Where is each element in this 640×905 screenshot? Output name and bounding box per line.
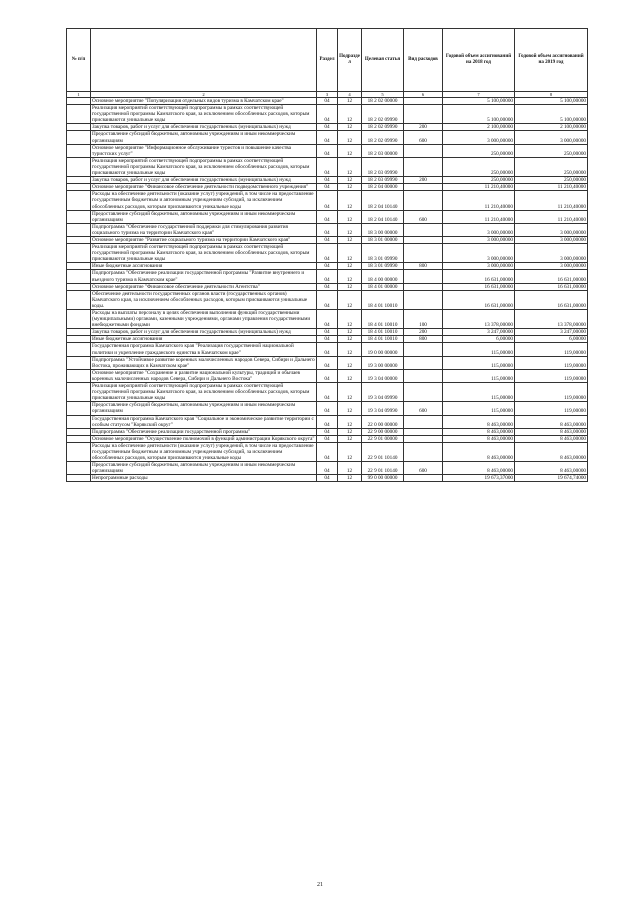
amount-2018-cell: 115,00000 bbox=[443, 369, 515, 382]
num-cell bbox=[67, 263, 91, 270]
table-row bbox=[67, 244, 588, 263]
name-cell: Подпрограмма "Устойчивое развитие коренных малочисленных народов Севера, Сибири и Дальнего Востока, проживающих в Камчатском крае" bbox=[92, 356, 315, 369]
name-cell: Подпрограмма "Обеспечение государственной поддержки для стимулирования развития социального туризма на территории Камчатского края" bbox=[91, 223, 317, 236]
target-cell: 19 3 00 00000 bbox=[362, 356, 404, 369]
target-cell: 18 3 00 00000 bbox=[362, 223, 404, 236]
amount-2018-cell: 16 631,00000 bbox=[443, 283, 515, 290]
section-cell: 04 bbox=[317, 290, 338, 309]
amount-2019-cell: 8 463,00000 bbox=[515, 428, 588, 435]
table-row bbox=[67, 144, 588, 157]
subsection-cell: 12 bbox=[338, 270, 362, 283]
table-row bbox=[67, 336, 588, 343]
amount-2018-cell: 5 100,00000 bbox=[443, 98, 515, 105]
section-cell: 04 bbox=[317, 356, 338, 369]
amount-2018-cell: 8 463,00000 bbox=[443, 428, 515, 435]
target-cell: 99 0 00 00000 bbox=[362, 475, 404, 482]
num-cell bbox=[67, 144, 91, 157]
target-cell: 18 4 01 10010 bbox=[362, 310, 404, 329]
amount-2019-cell: 6,00000 bbox=[515, 336, 588, 343]
section-cell: 04 bbox=[317, 310, 338, 329]
index-cell: 2 bbox=[91, 92, 317, 98]
expense-type-cell bbox=[404, 270, 443, 283]
expense-type-cell bbox=[404, 356, 443, 369]
subsection-cell: 12 bbox=[338, 428, 362, 435]
table-row bbox=[67, 428, 588, 435]
index-cell: 7 bbox=[443, 92, 515, 98]
num-cell bbox=[67, 270, 91, 283]
num-cell bbox=[67, 210, 91, 223]
amount-2019-cell: 3 000,00000 bbox=[515, 131, 588, 144]
index-cell: 4 bbox=[338, 92, 362, 98]
subsection-cell: 12 bbox=[338, 336, 362, 343]
name-cell: Государственная программа Камчатского края "Социальное и экономическое развитие территории с особым статусом "Корякский округ" bbox=[91, 415, 317, 428]
amount-2018-cell: 250,00000 bbox=[443, 144, 515, 157]
expense-type-cell bbox=[404, 98, 443, 105]
num-cell bbox=[67, 105, 91, 124]
amount-2019-cell: 119,00000 bbox=[515, 369, 588, 382]
name-cell: Закупка товаров, работ и услуг для обеспечения государственных (муниципальных) нужд bbox=[91, 329, 317, 336]
table-row bbox=[67, 131, 588, 144]
amount-2019-cell: 8 463,00000 bbox=[515, 435, 588, 442]
subsection-cell: 12 bbox=[338, 124, 362, 131]
amount-2018-cell: 115,00000 bbox=[443, 343, 515, 356]
subsection-cell: 12 bbox=[338, 462, 362, 475]
amount-2018-cell: 3 000,00000 bbox=[443, 223, 515, 236]
amount-2019-cell: 8 463,00000 bbox=[515, 462, 588, 475]
expense-type-cell bbox=[404, 157, 443, 176]
expense-type-cell bbox=[404, 369, 443, 382]
expense-type-cell bbox=[404, 435, 443, 442]
name-cell: Непрограммные расходы bbox=[91, 475, 317, 482]
amount-2018-cell: 16 631,00000 bbox=[443, 270, 515, 283]
name-cell: Основное мероприятие "Осуществление полномочий в функций администрации Корякского округа" bbox=[92, 435, 315, 442]
target-cell: 18 3 01 09990 bbox=[362, 263, 404, 270]
amount-2018-cell: 8 463,00000 bbox=[443, 442, 515, 461]
expense-type-cell bbox=[404, 475, 443, 482]
amount-2019-cell: 119,00000 bbox=[515, 383, 588, 402]
subsection-cell: 12 bbox=[338, 105, 362, 124]
name-cell: Предоставление субсидий бюджетным, автономным учреждениям и иным некоммерческим организациям bbox=[91, 402, 317, 415]
target-cell: 22 0 00 00000 bbox=[362, 415, 404, 428]
target-cell: 18 4 01 10010 bbox=[362, 329, 404, 336]
expense-type-cell: 200 bbox=[404, 329, 443, 336]
expense-type-cell: 100 bbox=[404, 310, 443, 329]
name-cell: Основное мероприятие "Развитие социального туризма на территории Камчатского края" bbox=[91, 236, 317, 243]
table-row bbox=[67, 310, 588, 329]
amount-2018-cell: 115,00000 bbox=[443, 383, 515, 402]
num-cell bbox=[67, 329, 91, 336]
expense-type-cell: 600 bbox=[404, 131, 443, 144]
table-row bbox=[67, 223, 588, 236]
num-cell bbox=[67, 124, 91, 131]
subsection-cell: 12 bbox=[338, 415, 362, 428]
expense-type-cell bbox=[404, 442, 443, 461]
section-cell: 04 bbox=[317, 191, 338, 210]
num-cell bbox=[67, 369, 91, 382]
amount-2019-cell: 250,00000 bbox=[515, 157, 588, 176]
section-cell: 04 bbox=[317, 442, 338, 461]
table-row bbox=[67, 343, 588, 356]
num-cell bbox=[67, 343, 91, 356]
expense-type-cell: 600 bbox=[404, 462, 443, 475]
amount-2019-cell: 11 210,40000 bbox=[515, 191, 588, 210]
subsection-cell: 12 bbox=[338, 356, 362, 369]
subsection-cell: 12 bbox=[338, 283, 362, 290]
name-cell: Подпрограмма "Обеспечение реализации государственной программы "Развитие внутреннего и въездного туризма в Камчатском крае" bbox=[91, 270, 317, 283]
section-cell: 04 bbox=[317, 98, 338, 105]
expense-type-cell: 600 bbox=[404, 402, 443, 415]
section-cell: 04 bbox=[317, 475, 338, 482]
num-cell bbox=[67, 356, 91, 369]
section-cell: 04 bbox=[317, 383, 338, 402]
index-cell: 8 bbox=[515, 92, 588, 98]
target-cell: 18 2 03 09990 bbox=[362, 157, 404, 176]
amount-2019-cell: 11 210,40000 bbox=[515, 210, 588, 223]
num-cell bbox=[67, 236, 91, 243]
header-subsection: Подраздел bbox=[338, 29, 362, 92]
expense-type-cell bbox=[404, 105, 443, 124]
target-cell: 18 4 01 10010 bbox=[362, 290, 404, 309]
table-row bbox=[67, 329, 588, 336]
table-row bbox=[67, 283, 588, 290]
expense-type-cell bbox=[404, 191, 443, 210]
subsection-cell: 12 bbox=[338, 157, 362, 176]
name-cell: Основное мероприятие "Сохранение и развитие национальной культуры, традиций и обычаев коренных малочисленных народов Севера, Сибири и Дальнего Востока" bbox=[91, 369, 317, 382]
budget-table bbox=[66, 28, 588, 482]
subsection-cell: 12 bbox=[338, 177, 362, 184]
name-cell: Основное мероприятие "Информационное обслуживание туристов и повышение качества туристских услуг" bbox=[91, 144, 317, 157]
index-cell: 5 bbox=[362, 92, 404, 98]
section-cell: 04 bbox=[317, 157, 338, 176]
target-cell: 18 3 01 00000 bbox=[362, 236, 404, 243]
header-num: № п/п bbox=[67, 29, 91, 92]
name-cell: Иные бюджетные ассигнования bbox=[91, 263, 317, 270]
amount-2019-cell: 13 378,00000 bbox=[515, 310, 588, 329]
amount-2019-cell: 16 631,00000 bbox=[515, 283, 588, 290]
amount-2018-cell: 5 100,00000 bbox=[443, 105, 515, 124]
header-row bbox=[67, 29, 588, 92]
amount-2018-cell: 11 210,40000 bbox=[443, 210, 515, 223]
expense-type-cell bbox=[404, 223, 443, 236]
table-row bbox=[67, 415, 588, 428]
header-expense-type: Вид расходов bbox=[404, 29, 443, 92]
amount-2019-cell: 8 463,00000 bbox=[515, 415, 588, 428]
section-cell: 04 bbox=[317, 177, 338, 184]
target-cell: 19 3 04 09990 bbox=[362, 383, 404, 402]
num-cell bbox=[67, 310, 91, 329]
amount-2018-cell: 6,00000 bbox=[443, 336, 515, 343]
target-cell: 18 2 02 09990 bbox=[362, 105, 404, 124]
subsection-cell: 12 bbox=[338, 310, 362, 329]
subsection-cell: 12 bbox=[338, 343, 362, 356]
table-row bbox=[67, 402, 588, 415]
subsection-cell: 12 bbox=[338, 369, 362, 382]
amount-2018-cell: 250,00000 bbox=[443, 177, 515, 184]
name-cell: Основное мероприятие "Финансовое обеспечение деятельности подведомственного учреждения" bbox=[91, 184, 317, 191]
amount-2018-cell: 8 463,00000 bbox=[443, 435, 515, 442]
subsection-cell: 12 bbox=[338, 236, 362, 243]
amount-2019-cell: 8 463,00000 bbox=[515, 442, 588, 461]
num-cell bbox=[67, 435, 91, 442]
target-cell: 18 3 01 09990 bbox=[362, 244, 404, 263]
amount-2018-cell: 11 210,40000 bbox=[443, 184, 515, 191]
section-cell: 04 bbox=[317, 210, 338, 223]
num-cell bbox=[67, 184, 91, 191]
amount-2018-cell: 3 000,00000 bbox=[443, 244, 515, 263]
expense-type-cell bbox=[404, 415, 443, 428]
table-row bbox=[67, 157, 588, 176]
target-cell: 18 4 00 00000 bbox=[362, 270, 404, 283]
target-cell: 22 9 01 00000 bbox=[362, 435, 404, 442]
amount-2019-cell: 119,00000 bbox=[515, 343, 588, 356]
num-cell bbox=[67, 442, 91, 461]
section-cell: 04 bbox=[317, 415, 338, 428]
section-cell: 04 bbox=[317, 270, 338, 283]
num-cell bbox=[67, 402, 91, 415]
expense-type-cell bbox=[404, 144, 443, 157]
header-2018: Годовой объем ассигнований на 2018 год bbox=[443, 29, 515, 92]
target-cell: 18 2 02 09990 bbox=[362, 131, 404, 144]
amount-2018-cell: 3 000,00000 bbox=[443, 236, 515, 243]
num-cell bbox=[67, 131, 91, 144]
expense-type-cell bbox=[404, 343, 443, 356]
expense-type-cell bbox=[404, 184, 443, 191]
num-cell bbox=[67, 336, 91, 343]
num-cell bbox=[67, 428, 91, 435]
table-row bbox=[67, 270, 588, 283]
section-cell: 04 bbox=[317, 236, 338, 243]
table-row bbox=[67, 177, 588, 184]
amount-2019-cell: 2 100,00000 bbox=[515, 124, 588, 131]
subsection-cell: 12 bbox=[338, 475, 362, 482]
subsection-cell: 12 bbox=[338, 402, 362, 415]
name-cell: Основное мероприятие "Популяризация отдельных видов туризма в Камчатском крае" bbox=[91, 98, 317, 105]
target-cell: 18 2 03 00000 bbox=[362, 144, 404, 157]
target-cell: 18 2 02 09990 bbox=[362, 124, 404, 131]
amount-2019-cell: 250,00000 bbox=[515, 177, 588, 184]
subsection-cell: 12 bbox=[338, 290, 362, 309]
expense-type-cell: 600 bbox=[404, 210, 443, 223]
name-cell: Реализация мероприятий соответствующей подпрограммы в рамках соответствующей государственной программы Камчатского края, за исключением обособленных расходов, которым присваиваются уникальные коды bbox=[91, 157, 317, 176]
section-cell: 04 bbox=[317, 343, 338, 356]
amount-2019-cell: 19 674,74000 bbox=[515, 475, 588, 482]
subsection-cell: 12 bbox=[338, 263, 362, 270]
amount-2019-cell: 3 000,00000 bbox=[515, 236, 588, 243]
table-body bbox=[67, 98, 588, 482]
amount-2018-cell: 115,00000 bbox=[443, 356, 515, 369]
amount-2019-cell: 119,00000 bbox=[515, 356, 588, 369]
section-cell: 04 bbox=[317, 369, 338, 382]
subsection-cell: 12 bbox=[338, 184, 362, 191]
amount-2018-cell: 8 463,00000 bbox=[443, 415, 515, 428]
table-row bbox=[67, 124, 588, 131]
table-row bbox=[67, 369, 588, 382]
amount-2018-cell: 19 673,37000 bbox=[443, 475, 515, 482]
table-row bbox=[67, 290, 588, 309]
subsection-cell: 12 bbox=[338, 98, 362, 105]
amount-2019-cell: 250,00000 bbox=[515, 144, 588, 157]
table-row bbox=[67, 191, 588, 210]
num-cell bbox=[67, 415, 91, 428]
num-cell bbox=[67, 290, 91, 309]
subsection-cell: 12 bbox=[338, 131, 362, 144]
num-cell bbox=[67, 383, 91, 402]
table-row bbox=[67, 462, 588, 475]
amount-2018-cell: 8 463,00000 bbox=[443, 462, 515, 475]
num-cell bbox=[67, 475, 91, 482]
expense-type-cell: 800 bbox=[404, 336, 443, 343]
table-row bbox=[67, 383, 588, 402]
num-cell bbox=[67, 244, 91, 263]
num-cell bbox=[67, 177, 91, 184]
amount-2018-cell: 3 247,00000 bbox=[443, 329, 515, 336]
table-row bbox=[67, 475, 588, 482]
name-cell: Реализация мероприятий соответствующей подпрограммы в рамках соответствующей государственной программы Камчатского края, за исключением обособленных расходов, которым присваиваются уникальные коды bbox=[91, 383, 317, 402]
name-cell: Основное мероприятие "Финансовое обеспечение деятельности Агентства" bbox=[91, 283, 317, 290]
amount-2019-cell: 16 631,00000 bbox=[515, 270, 588, 283]
header-2019: Годовой объем ассигнований на 2019 год bbox=[515, 29, 588, 92]
amount-2019-cell: 5 100,00000 bbox=[515, 105, 588, 124]
amount-2018-cell: 16 631,00000 bbox=[443, 290, 515, 309]
name-cell: Расходы на обеспечение деятельности (оказание услуг) учреждений, в том числе на предоставление государственным бюджетным и автономным учреждениям субсидий, за исключением обособленных расходов, которым присваиваются уникальные коды bbox=[91, 191, 317, 210]
section-cell: 04 bbox=[317, 263, 338, 270]
table-row bbox=[67, 435, 588, 442]
name-cell: Государственная программа Камчатского края "Реализация государственной национальной политики и укрепление гражданского единства в Камчатском крае" bbox=[91, 343, 317, 356]
subsection-cell: 12 bbox=[338, 210, 362, 223]
section-cell: 04 bbox=[317, 124, 338, 131]
name-cell: Закупка товаров, работ и услуг для обеспечения государственных (муниципальных) нужд bbox=[91, 124, 317, 131]
amount-2018-cell: 13 378,00000 bbox=[443, 310, 515, 329]
amount-2018-cell: 250,00000 bbox=[443, 157, 515, 176]
name-cell: Обеспечение деятельности государственных органов власти (государственных органов) Камчатского края, за исключением обособленных расходов, которым присваиваются уникальные коды. bbox=[91, 290, 317, 309]
name-cell: Иные бюджетные ассигнования bbox=[91, 336, 317, 343]
target-cell: 19 3 04 00000 bbox=[362, 369, 404, 382]
name-cell: Реализация мероприятий соответствующей подпрограммы в рамках соответствующей государственной программы Камчатского края, за исключением обособленных расходов, которым присваиваются уникальные коды bbox=[91, 105, 317, 124]
expense-type-cell bbox=[404, 290, 443, 309]
index-cell: 1 bbox=[67, 92, 91, 98]
num-cell bbox=[67, 157, 91, 176]
amount-2018-cell: 2 100,00000 bbox=[443, 124, 515, 131]
section-cell: 04 bbox=[317, 435, 338, 442]
subsection-cell: 12 bbox=[338, 223, 362, 236]
target-cell: 18 4 01 00000 bbox=[362, 283, 404, 290]
table-row bbox=[67, 442, 588, 461]
num-cell bbox=[67, 223, 91, 236]
amount-2019-cell: 119,00000 bbox=[515, 402, 588, 415]
table-row bbox=[67, 236, 588, 243]
index-cell: 6 bbox=[404, 92, 443, 98]
section-cell: 04 bbox=[317, 105, 338, 124]
target-cell: 19 0 00 00000 bbox=[362, 343, 404, 356]
amount-2019-cell: 3 247,00000 bbox=[515, 329, 588, 336]
name-cell: Реализация мероприятий соответствующей подпрограммы в рамках соответствующей государственной программы Камчатского края, за исключением обособленных расходов, которым присваиваются уникальные коды bbox=[91, 244, 317, 263]
target-cell: 18 2 03 09990 bbox=[362, 177, 404, 184]
target-cell: 19 3 04 09990 bbox=[362, 402, 404, 415]
expense-type-cell bbox=[404, 283, 443, 290]
num-cell bbox=[67, 462, 91, 475]
amount-2018-cell: 115,00000 bbox=[443, 402, 515, 415]
table-row bbox=[67, 98, 588, 105]
expense-type-cell: 200 bbox=[404, 124, 443, 131]
amount-2019-cell: 3 000,00000 bbox=[515, 263, 588, 270]
target-cell: 18 2 04 00000 bbox=[362, 184, 404, 191]
expense-type-cell bbox=[404, 383, 443, 402]
name-cell: Подпрограмма "Обеспечение реализации государственной программы" bbox=[91, 428, 317, 435]
section-cell: 04 bbox=[317, 144, 338, 157]
amount-2019-cell: 3 000,00000 bbox=[515, 244, 588, 263]
expense-type-cell bbox=[404, 428, 443, 435]
target-cell: 22 9 00 00000 bbox=[362, 428, 404, 435]
section-cell: 04 bbox=[317, 329, 338, 336]
subsection-cell: 12 bbox=[338, 191, 362, 210]
num-cell bbox=[67, 191, 91, 210]
expense-type-cell: 800 bbox=[404, 263, 443, 270]
target-cell: 18 2 04 10140 bbox=[362, 210, 404, 223]
name-cell: Предоставление субсидий бюджетным, автономным учреждениям и иным некоммерческим организациям bbox=[91, 131, 317, 144]
subsection-cell: 12 bbox=[338, 329, 362, 336]
header-target: Целевая статья bbox=[362, 29, 404, 92]
expense-type-cell bbox=[404, 244, 443, 263]
section-cell: 04 bbox=[317, 223, 338, 236]
section-cell: 04 bbox=[317, 462, 338, 475]
amount-2018-cell: 3 000,00000 bbox=[443, 131, 515, 144]
name-cell: Предоставление субсидий бюджетным, автономным учреждениям и иным некоммерческим организациям bbox=[91, 462, 317, 475]
table-row bbox=[67, 356, 588, 369]
target-cell: 18 2 02 00000 bbox=[362, 98, 404, 105]
expense-type-cell bbox=[404, 236, 443, 243]
header-name bbox=[91, 29, 317, 92]
amount-2019-cell: 16 631,00000 bbox=[515, 290, 588, 309]
name-cell: Расходы на выплаты персоналу в целях обеспечения выполнения функций государственными (муниципальными) органами, казенными учреждениями, органами управления государственными внебюджетными фондами bbox=[91, 310, 317, 329]
section-cell: 04 bbox=[317, 131, 338, 144]
num-cell bbox=[67, 283, 91, 290]
table-row bbox=[67, 184, 588, 191]
name-cell: Закупка товаров, работ и услуг для обеспечения государственных (муниципальных) нужд bbox=[91, 177, 317, 184]
section-cell: 04 bbox=[317, 283, 338, 290]
target-cell: 22 9 01 10140 bbox=[362, 442, 404, 461]
section-cell: 04 bbox=[317, 244, 338, 263]
index-cell: 3 bbox=[317, 92, 338, 98]
amount-2019-cell: 5 100,00000 bbox=[515, 98, 588, 105]
num-cell bbox=[67, 98, 91, 105]
table-row bbox=[67, 263, 588, 270]
page-number: 21 bbox=[317, 882, 323, 888]
amount-2019-cell: 3 000,00000 bbox=[515, 223, 588, 236]
subsection-cell: 12 bbox=[338, 435, 362, 442]
section-cell: 04 bbox=[317, 402, 338, 415]
target-cell: 18 4 01 10010 bbox=[362, 336, 404, 343]
subsection-cell: 12 bbox=[338, 442, 362, 461]
section-cell: 04 bbox=[317, 428, 338, 435]
table-row bbox=[67, 210, 588, 223]
section-cell: 04 bbox=[317, 336, 338, 343]
amount-2019-cell: 11 210,40000 bbox=[515, 184, 588, 191]
expense-type-cell: 200 bbox=[404, 177, 443, 184]
table-row bbox=[67, 105, 588, 124]
target-cell: 18 2 04 10140 bbox=[362, 191, 404, 210]
name-cell: Расходы на обеспечение деятельности (оказание услуг) учреждений, в том числе на предоставление государственным бюджетным и автономным учреждениям субсидий, за исключением обособленных расходов, которым присваиваются уникальные коды bbox=[91, 442, 317, 461]
subsection-cell: 12 bbox=[338, 383, 362, 402]
target-cell: 22 9 01 10140 bbox=[362, 462, 404, 475]
subsection-cell: 12 bbox=[338, 144, 362, 157]
subsection-cell: 12 bbox=[338, 244, 362, 263]
name-cell: Предоставление субсидий бюджетным, автономным учреждениям и иным некоммерческим организациям bbox=[91, 210, 317, 223]
section-cell: 04 bbox=[317, 184, 338, 191]
amount-2018-cell: 3 000,00000 bbox=[443, 263, 515, 270]
amount-2018-cell: 11 210,40000 bbox=[443, 191, 515, 210]
header-section: Раздел bbox=[317, 29, 338, 92]
